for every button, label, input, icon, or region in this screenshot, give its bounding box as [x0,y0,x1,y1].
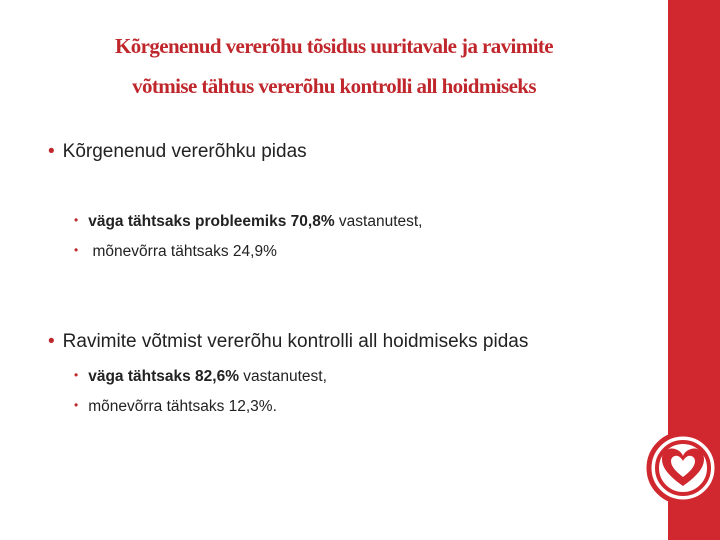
section-2-heading: Ravimite võtmist vererõhu kontrolli all hoidmiseks pidas [62,331,529,352]
bullet-dot: • [74,398,79,412]
sub-bullet-text: vastanutest, [239,368,327,385]
bullet-dot: • [74,368,79,382]
bullet-dot: • [48,331,55,352]
sub-bullet-bold: väga tähtsaks 82,6% [88,368,239,385]
sub-bullet-1-2 [74,240,277,262]
slide-title [0,26,668,106]
bullet-section-2 [48,330,528,354]
sub-bullet-text: mõnevõrra tähtsaks 12,3%. [88,398,277,415]
sub-bullet-2-2 [74,395,277,417]
sub-bullet-1-1 [74,210,423,232]
title-line-2: võtmise tähtus vererõhu kontrolli all hoidmiseks [132,74,536,98]
sub-bullet-text: mõnevõrra tähtsaks 24,9% [88,243,277,260]
sub-bullet-text: vastanutest, [334,213,423,230]
bullet-dot: • [74,243,79,257]
section-1-heading: Kõrgenenud vererõhku pidas [62,141,307,162]
bullet-dot: • [74,213,79,227]
sub-bullet-2-1 [74,365,327,387]
heart-logo-icon [645,430,720,506]
bullet-section-1 [48,140,307,164]
bullet-dot: • [48,141,55,162]
sub-bullet-bold: väga tähtsaks probleemiks 70,8% [88,213,335,230]
title-line-1: Kõrgenenud vererõhu tõsidus uuritavale ja ravimite [114,34,553,58]
